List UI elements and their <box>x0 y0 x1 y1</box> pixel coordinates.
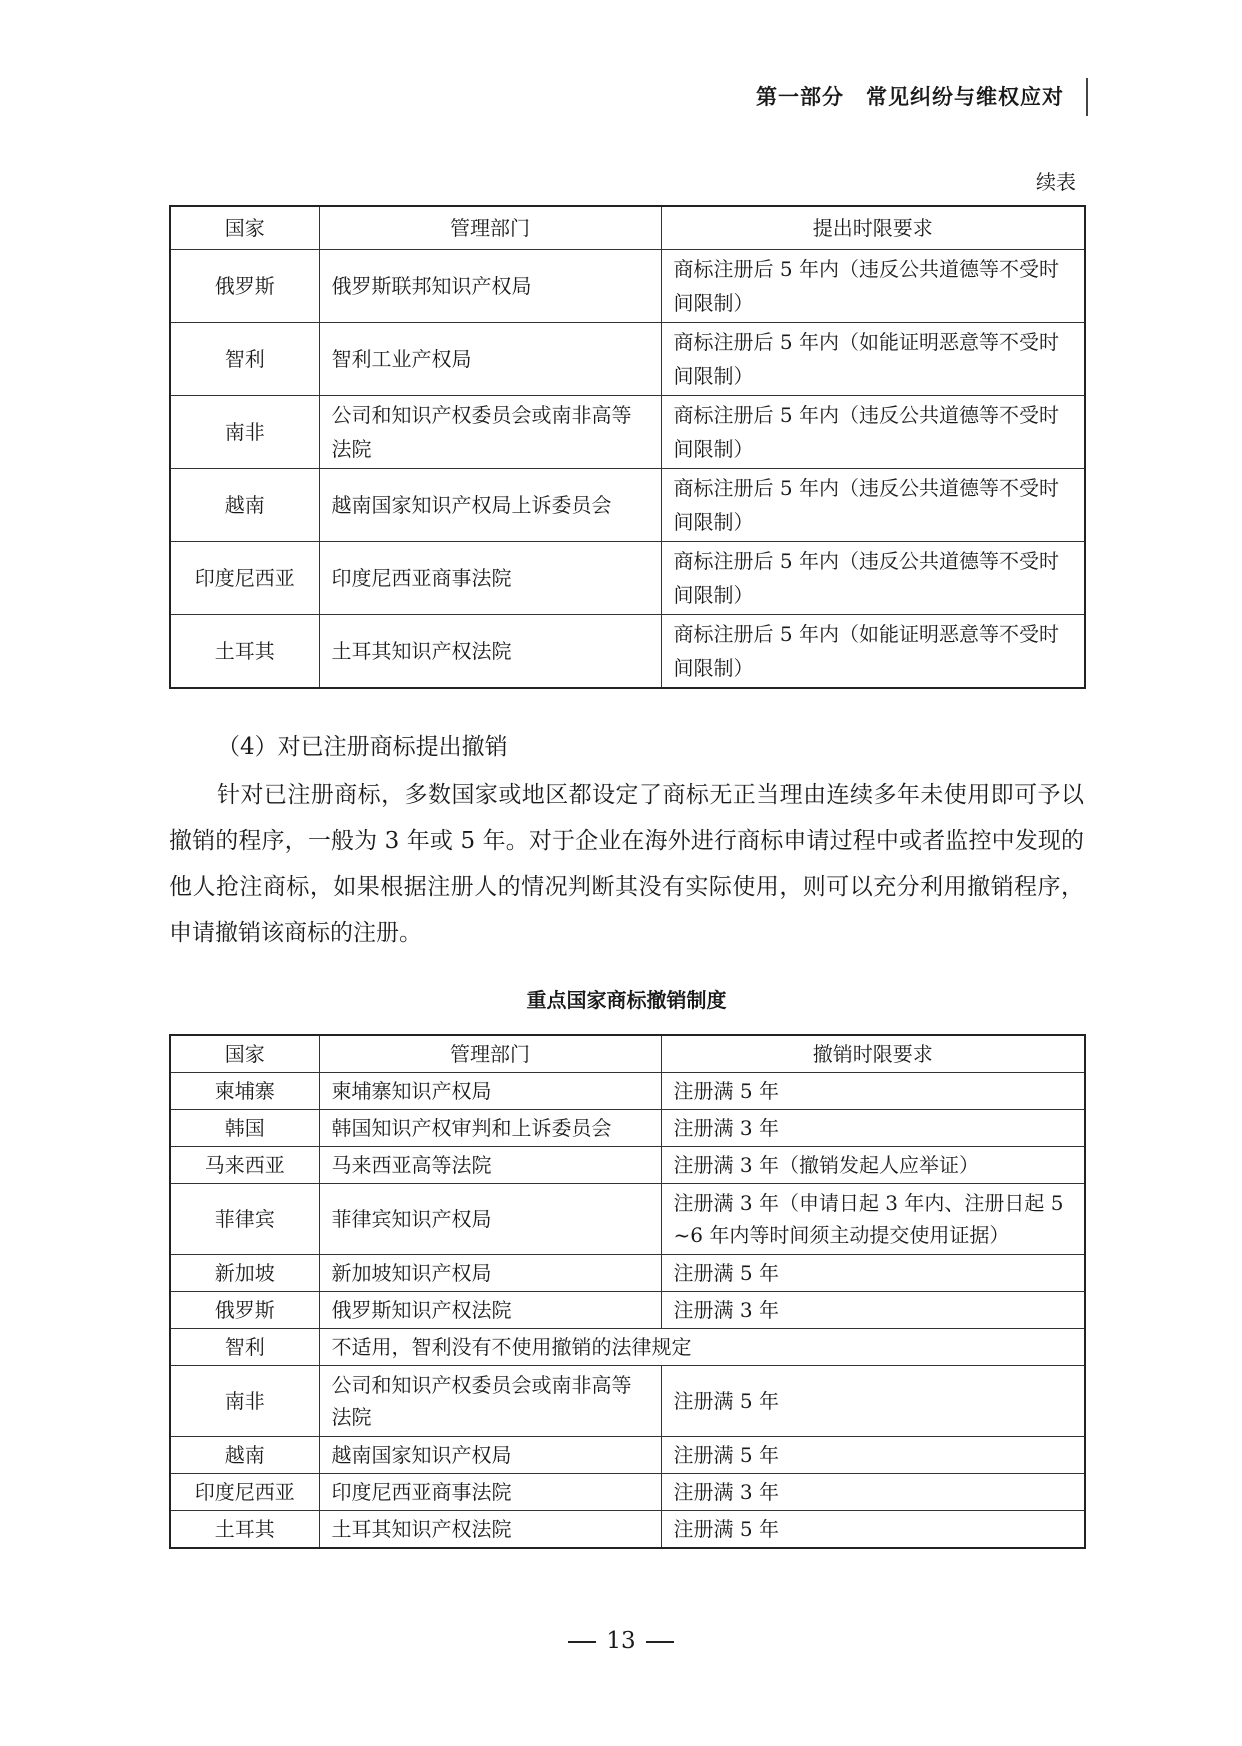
table-row <box>170 250 1085 323</box>
table-row <box>170 1329 1085 1366</box>
deadline-cell: 商标注册后 5 年内（违反公共道德等不受时间限制） <box>661 250 1085 323</box>
column-header-authority: 管理部门 <box>319 206 661 250</box>
table-row <box>170 1366 1085 1437</box>
authority-cell: 土耳其知识产权法院 <box>319 615 661 689</box>
country-cell: 新加坡 <box>170 1255 319 1292</box>
deadline-cell: 商标注册后 5 年内（违反公共道德等不受时间限制） <box>661 542 1085 615</box>
country-cell: 南非 <box>170 1366 319 1437</box>
deadline-cell: 注册满 5 年 <box>661 1073 1085 1110</box>
column-header-authority: 管理部门 <box>319 1035 661 1073</box>
country-cell: 菲律宾 <box>170 1184 319 1255</box>
table-row <box>170 1110 1085 1147</box>
country-cell: 智利 <box>170 1329 319 1366</box>
table-row <box>170 1073 1085 1110</box>
table-row <box>170 1292 1085 1329</box>
country-cell: 韩国 <box>170 1110 319 1147</box>
authority-cell: 越南国家知识产权局 <box>319 1437 661 1474</box>
merged-note-cell: 不适用，智利没有不使用撤销的法律规定 <box>319 1329 1085 1366</box>
page-number <box>0 1628 1242 1654</box>
deadline-cell: 注册满 3 年（申请日起 3 年内、注册日起 5 ~6 年内等时间须主动提交使用证据） <box>661 1184 1085 1255</box>
page-number-text: 13 <box>606 1628 636 1654</box>
table-row <box>170 542 1085 615</box>
deadline-cell: 注册满 5 年 <box>661 1366 1085 1437</box>
table-title: 重点国家商标撤销制度 <box>526 988 727 1012</box>
country-cell: 俄罗斯 <box>170 250 319 323</box>
authority-cell: 柬埔寨知识产权局 <box>319 1073 661 1110</box>
deadline-cell: 注册满 3 年（撤销发起人应举证） <box>661 1147 1085 1184</box>
country-cell: 俄罗斯 <box>170 1292 319 1329</box>
authority-cell: 新加坡知识产权局 <box>319 1255 661 1292</box>
trademark-invalidation-table <box>169 205 1086 689</box>
country-cell: 柬埔寨 <box>170 1073 319 1110</box>
column-header-deadline: 提出时限要求 <box>661 206 1085 250</box>
table-row <box>170 1511 1085 1549</box>
country-cell: 土耳其 <box>170 615 319 689</box>
deadline-cell: 注册满 3 年 <box>661 1474 1085 1511</box>
section-heading: （4）对已注册商标提出撤销 <box>217 734 508 760</box>
country-cell: 印度尼西亚 <box>170 1474 319 1511</box>
authority-cell: 土耳其知识产权法院 <box>319 1511 661 1549</box>
column-header-country: 国家 <box>170 206 319 250</box>
table-row <box>170 1474 1085 1511</box>
column-header-country: 国家 <box>170 1035 319 1073</box>
section-paragraph: 针对已注册商标，多数国家或地区都设定了商标无正当理由连续多年未使用即可予以撤销的程序，一般为 3 年或 5 年。对于企业在海外进行商标申请过程中或者监控中发现的他人抢注商标，如果根据注册人的情况判断其没有实际使用，则可以充分利用撤销程序，申请撤销该商标的注册。 <box>169 782 1084 946</box>
deadline-cell: 注册满 3 年 <box>661 1110 1085 1147</box>
country-cell: 土耳其 <box>170 1511 319 1549</box>
authority-cell: 俄罗斯联邦知识产权局 <box>319 250 661 323</box>
table-header-row <box>170 206 1085 250</box>
table-row <box>170 396 1085 469</box>
authority-cell: 智利工业产权局 <box>319 323 661 396</box>
table-row <box>170 615 1085 689</box>
authority-cell: 俄罗斯知识产权法院 <box>319 1292 661 1329</box>
table-row <box>170 469 1085 542</box>
country-cell: 智利 <box>170 323 319 396</box>
header-divider <box>1086 78 1088 116</box>
table-row <box>170 1184 1085 1255</box>
authority-cell: 印度尼西亚商事法院 <box>319 542 661 615</box>
running-header: 第一部分 常见纠纷与维权应对 <box>756 84 1064 109</box>
authority-cell: 印度尼西亚商事法院 <box>319 1474 661 1511</box>
continued-label: 续表 <box>1036 170 1076 194</box>
deadline-cell: 注册满 5 年 <box>661 1255 1085 1292</box>
table-row <box>170 1437 1085 1474</box>
authority-cell: 公司和知识产权委员会或南非高等法院 <box>319 396 661 469</box>
country-cell: 越南 <box>170 469 319 542</box>
deadline-cell: 商标注册后 5 年内（违反公共道德等不受时间限制） <box>661 469 1085 542</box>
country-cell: 南非 <box>170 396 319 469</box>
deadline-cell: 注册满 3 年 <box>661 1292 1085 1329</box>
table-row <box>170 1255 1085 1292</box>
dash-right <box>646 1641 674 1643</box>
country-cell: 马来西亚 <box>170 1147 319 1184</box>
deadline-cell: 注册满 5 年 <box>661 1437 1085 1474</box>
deadline-cell: 注册满 5 年 <box>661 1511 1085 1549</box>
authority-cell: 马来西亚高等法院 <box>319 1147 661 1184</box>
authority-cell: 韩国知识产权审判和上诉委员会 <box>319 1110 661 1147</box>
table-row <box>170 323 1085 396</box>
trademark-cancellation-table <box>169 1034 1086 1549</box>
authority-cell: 公司和知识产权委员会或南非高等法院 <box>319 1366 661 1437</box>
deadline-cell: 商标注册后 5 年内（如能证明恶意等不受时间限制） <box>661 615 1085 689</box>
table-header-row <box>170 1035 1085 1073</box>
authority-cell: 越南国家知识产权局上诉委员会 <box>319 469 661 542</box>
country-cell: 越南 <box>170 1437 319 1474</box>
deadline-cell: 商标注册后 5 年内（违反公共道德等不受时间限制） <box>661 396 1085 469</box>
table-row <box>170 1147 1085 1184</box>
country-cell: 印度尼西亚 <box>170 542 319 615</box>
dash-left <box>568 1641 596 1643</box>
authority-cell: 菲律宾知识产权局 <box>319 1184 661 1255</box>
column-header-deadline: 撤销时限要求 <box>661 1035 1085 1073</box>
deadline-cell: 商标注册后 5 年内（如能证明恶意等不受时间限制） <box>661 323 1085 396</box>
